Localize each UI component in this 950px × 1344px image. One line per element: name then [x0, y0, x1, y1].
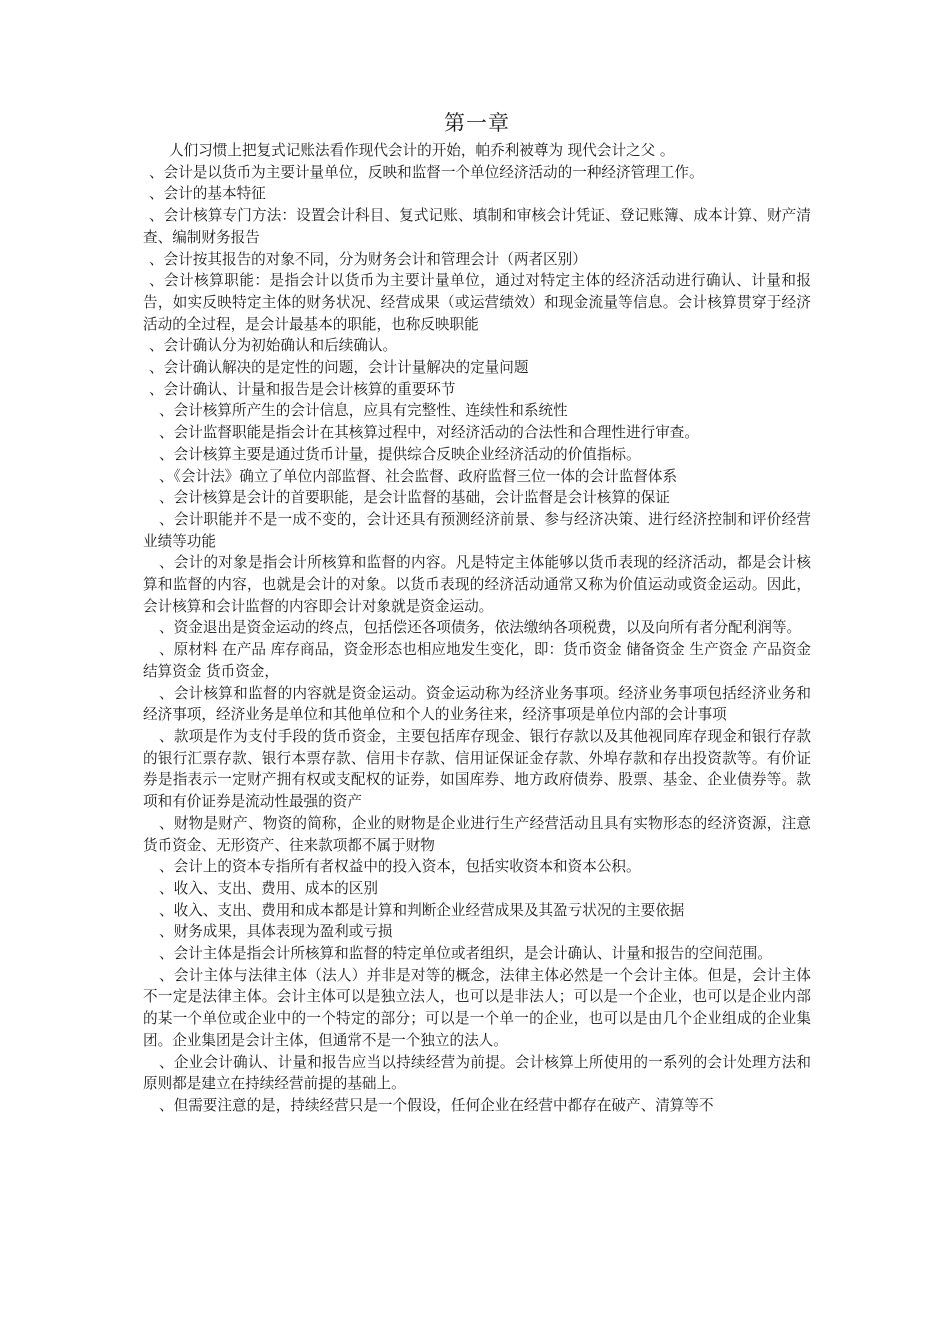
- paragraph: 、会计的对象是指会计所核算和监督的内容。凡是特定主体能够以货币表现的经济活动，都是会计核算和监督的内容，也就是会计的对象。以货币表现的经济活动通常又称为价值运动或资金运动。因此，会计核算和会计监督的内容即会计对象就是资金运动。: [143, 554, 811, 615]
- paragraph: 、会计主体与法律主体（法人）并非是对等的概念，法律主体必然是一个会计主体。但是，会计主体不一定是法律主体。会计主体可以是独立法人，也可以是非法人；可以是一个企业，也可以是企业内部的某一个单位或企业中的一个特定的部分；可以是一个单一的企业，也可以是由几个企业组成的企业集团。企业集团是会计主体，但通常不是一个独立的法人。: [143, 966, 811, 1049]
- paragraph: 、款项是作为支付手段的货币资金，主要包括库存现金、银行存款以及其他视同库存现金和银行存款的银行汇票存款、银行本票存款、信用卡存款、信用证保证金存款、外埠存款和存出投资款等。有价证券是指表示一定财产拥有权或支配权的证券，如国库券、地方政府债券、股票、基金、企业债券等。款项和有价证券是流动性最强的资产: [143, 727, 811, 811]
- paragraph: 、会计确认分为初始确认和后续确认。: [149, 337, 398, 355]
- paragraph: 、财物是财产、物资的简称，企业的财物是企业进行生产经营活动且具有实物形态的经济资源，注意 货币资金、无形资产、往来款项都不属于财物: [143, 814, 811, 854]
- paragraph: 人们习惯上把复式记账法看作现代会计的开始，帕乔利被尊为 现代会计之父 。: [169, 142, 675, 159]
- paragraph: 、会计确认解决的是定性的问题，会计计量解决的定量问题: [149, 359, 529, 377]
- paragraph: 、会计的基本特征: [149, 185, 266, 203]
- paragraph: 、会计是以货币为主要计量单位，反映和监督一个单位经济活动的一种经济管理工作。: [149, 163, 704, 181]
- paragraph: 、财务成果，具体表现为盈利或亏损: [159, 923, 393, 941]
- paragraph: 、原材料 在产品 库存商品，资金形态也相应地发生变化，即：货币资金 储备资金 生产资金 产品资金 结算资金 货币资金，: [143, 641, 811, 680]
- paragraph: 、会计核算主要是通过货币计量，提供综合反映企业经济活动的价值指标。: [159, 445, 641, 463]
- paragraph: 、会计核算专门方法：设置会计科目、复式记账、填制和审核会计凭证、登记账簿、成本计算、财产清查、编制财务报告: [143, 207, 811, 246]
- paragraph: 、收入、支出、费用和成本都是计算和判断企业经营成果及其盈亏状况的主要依据: [159, 901, 685, 919]
- paragraph: 、但需要注意的是，持续经营只是一个假设，任何企业在经营中都存在破产、清算等不: [159, 1096, 714, 1114]
- document-page: [143, 108, 811, 1117]
- paragraph: 、会计主体是指会计所核算和监督的特定单位或者组织，是会计确认、计量和报告的空间范围。: [159, 945, 772, 963]
- paragraph: 、《会计法》确立了单位内部监督、社会监督、政府监督三位一体的会计监督体系: [159, 467, 678, 485]
- document-body: [143, 140, 811, 1117]
- paragraph: 、会计按其报告的对象不同，分为财务会计和管理会计（两者区别）: [149, 250, 587, 268]
- chapter-title: 第一章: [444, 111, 510, 135]
- paragraph: 、会计核算和监督的内容就是资金运动。资金运动称为经济业务事项。经济业务事项包括经济业务和经济事项，经济业务是单位和其他单位和个人的业务往来，经济事项是单位内部的会计事项: [143, 684, 811, 724]
- paragraph: 、会计核算职能：是指会计以货币为主要计量单位，通过对特定主体的经济活动进行确认、计量和报告，如实反映特定主体的财务状况、经营成果（或运营绩效）和现金流量等信息。会计核算贯穿于经济活动的全过程，是会计最基本的职能，也称反映职能: [143, 272, 811, 333]
- paragraph: 、会计确认、计量和报告是会计核算的重要环节: [149, 380, 456, 398]
- paragraph: 、会计核算是会计的首要职能，是会计监督的基础，会计监督是会计核算的保证: [159, 489, 670, 507]
- paragraph: 、收入、支出、费用、成本的区别: [159, 879, 378, 897]
- paragraph: 、资金退出是资金运动的终点，包括偿还各项债务，依法缴纳各项税费，以及向所有者分配利润等。: [159, 619, 802, 637]
- paragraph: 、会计职能并不是一成不变的，会计还具有预测经济前景、参与经济决策、进行经济控制和评价经营业绩等功能: [143, 510, 811, 550]
- paragraph: 、会计核算所产生的会计信息，应具有完整性、连续性和系统性: [159, 402, 568, 420]
- paragraph: 、企业会计确认、计量和报告应当以持续经营为前提。会计核算上所使用的一系列的会计处理方法和原则都是建立在持续经营前提的基础上。: [143, 1053, 811, 1093]
- paragraph: 、会计监督职能是指会计在其核算过程中，对经济活动的合法性和合理性进行审查。: [159, 424, 699, 442]
- paragraph: 、会计上的资本专指所有者权益中的投入资本，包括实收资本和资本公积。: [159, 858, 641, 876]
